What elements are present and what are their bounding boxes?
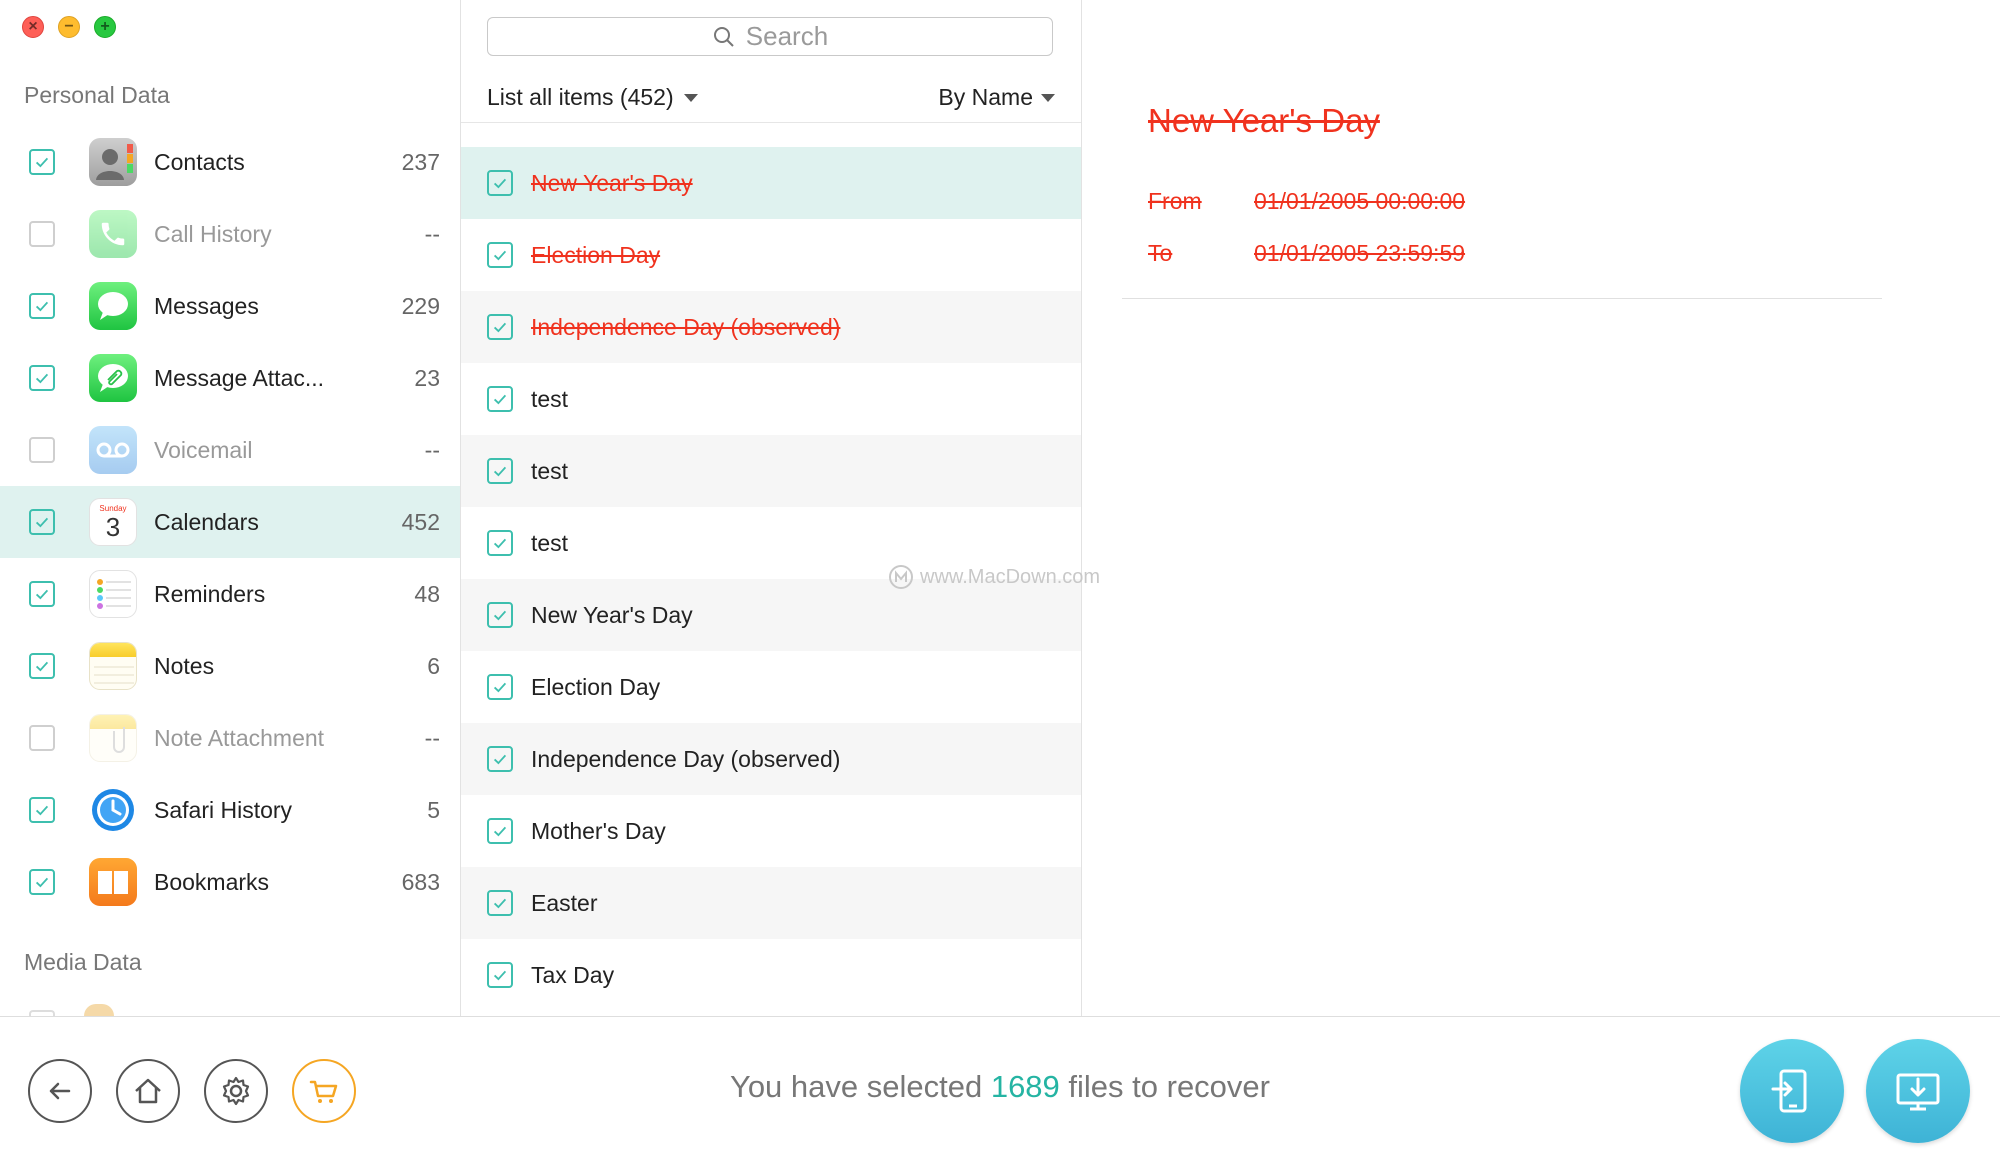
filter-label: List all items (452) [487, 84, 674, 110]
contacts-icon [89, 138, 137, 186]
recover-to-computer-button[interactable] [1866, 1039, 1970, 1143]
caret-down-icon [1041, 94, 1055, 102]
sidebar-item-label: Note Attachment [154, 724, 325, 751]
search-input[interactable] [487, 17, 1053, 56]
list-header [487, 84, 1055, 118]
list-item-label: test [531, 529, 569, 556]
checkbox[interactable] [29, 797, 55, 823]
from-label: From [1148, 188, 1202, 214]
sidebar-item-notes[interactable] [0, 630, 460, 702]
recover-to-computer-icon [1890, 1063, 1946, 1119]
list-item-label: Independence Day (observed) [531, 745, 841, 772]
checkbox[interactable] [487, 602, 513, 628]
phone-icon [89, 210, 137, 258]
checkbox[interactable] [487, 962, 513, 988]
list-item-label: New Year's Day [531, 601, 693, 628]
sidebar-item-count: -- [424, 220, 440, 247]
close-window-button[interactable] [22, 16, 44, 38]
sidebar-item-voicemail[interactable] [0, 414, 460, 486]
calendar-day: 3 [105, 511, 121, 542]
checkbox[interactable] [487, 242, 513, 268]
list-item[interactable] [461, 723, 1081, 795]
list-item-label: Mother's Day [531, 817, 666, 844]
sidebar-item-label: Contacts [154, 148, 245, 175]
checkbox[interactable] [487, 530, 513, 556]
watermark-logo-icon [888, 564, 914, 590]
safari-history-icon [89, 786, 137, 834]
to-value: 01/01/2005 23:59:59 [1254, 240, 1466, 266]
sidebar-item-count: 23 [414, 364, 440, 391]
sidebar-item-label: Bookmarks [154, 868, 270, 895]
sidebar-item-reminders[interactable] [0, 558, 460, 630]
list-item[interactable] [461, 219, 1081, 291]
list-item[interactable] [461, 795, 1081, 867]
status-suffix: files to recover [1059, 1069, 1270, 1104]
sidebar-item-calendars[interactable] [0, 486, 460, 558]
sidebar-item-count: 229 [401, 292, 440, 319]
event-to-row [1148, 240, 1465, 267]
sidebar-item-count: -- [424, 724, 440, 751]
list-item-label: Election Day [531, 673, 661, 700]
close-icon: × [28, 18, 38, 35]
sidebar-item-message-attachments[interactable] [0, 342, 460, 414]
minimize-window-button[interactable] [58, 16, 80, 38]
sort-dropdown[interactable] [938, 84, 1055, 111]
sort-label: By Name [938, 84, 1033, 110]
notes-icon [89, 642, 137, 690]
checkbox[interactable] [487, 170, 513, 196]
checkbox[interactable] [29, 221, 55, 247]
list-item[interactable] [461, 363, 1081, 435]
event-title: New Year's Day [1148, 102, 1380, 139]
checkbox[interactable] [29, 581, 55, 607]
checkbox[interactable] [29, 293, 55, 319]
checkbox[interactable] [29, 509, 55, 535]
sidebar-item-count: 48 [414, 580, 440, 607]
footer [0, 1016, 2000, 1161]
checkbox[interactable] [29, 869, 55, 895]
checkbox[interactable] [487, 314, 513, 340]
checkbox[interactable] [487, 458, 513, 484]
list-item[interactable] [461, 939, 1081, 1011]
to-label: To [1148, 240, 1173, 266]
sidebar-item-label: Safari History [154, 796, 293, 823]
search-icon [712, 25, 736, 49]
window-controls [22, 16, 116, 38]
minimize-icon: − [64, 18, 74, 35]
sidebar-item-label: Message Attac... [154, 364, 325, 391]
calendar-weekday: Sunday [99, 503, 127, 513]
list-item[interactable] [461, 651, 1081, 723]
list-item-label: test [531, 457, 569, 484]
list-item-label: test [531, 385, 569, 412]
caret-down-icon [684, 94, 698, 102]
sidebar-item-count: 5 [427, 796, 440, 823]
sidebar-item-label: Call History [154, 220, 272, 247]
checkbox[interactable] [29, 149, 55, 175]
sidebar-item-call-history[interactable] [0, 198, 460, 270]
checkbox[interactable] [487, 386, 513, 412]
list-item-label: Independence Day (observed) [531, 313, 841, 340]
message-attachment-icon [89, 354, 137, 402]
list-item[interactable] [461, 147, 1081, 219]
checkbox[interactable] [29, 365, 55, 391]
checkbox[interactable] [29, 725, 55, 751]
note-attachment-icon [89, 714, 137, 762]
list-item[interactable] [461, 291, 1081, 363]
recover-to-device-button[interactable] [1740, 1039, 1844, 1143]
sidebar-item-count: 683 [401, 868, 440, 895]
sidebar-item-count: 237 [401, 148, 440, 175]
list-item-label: Tax Day [531, 961, 615, 988]
from-value: 01/01/2005 00:00:00 [1254, 188, 1466, 214]
voicemail-icon [89, 426, 137, 474]
maximize-icon: + [100, 18, 110, 35]
sidebar-item-safari-history[interactable] [0, 774, 460, 846]
sidebar-item-label: Reminders [154, 580, 266, 607]
messages-icon [89, 282, 137, 330]
sidebar-item-label: Messages [154, 292, 259, 319]
sidebar-item-count: 6 [427, 652, 440, 679]
detail-panel [1082, 0, 2000, 1016]
list-item[interactable] [461, 435, 1081, 507]
sidebar [0, 0, 461, 1016]
list-item[interactable] [461, 867, 1081, 939]
selected-count: 1689 [990, 1069, 1060, 1104]
sidebar-item-contacts[interactable] [0, 126, 460, 198]
watermark-text: www.MacDown.com [920, 565, 1101, 588]
sidebar-item-count: -- [424, 436, 440, 463]
divider [1122, 298, 1882, 299]
section-title-media-data: Media Data [24, 949, 142, 975]
sidebar-item-note-attachment[interactable] [0, 702, 460, 774]
sidebar-item-bookmarks[interactable] [0, 846, 460, 918]
photos-icon [84, 1004, 114, 1016]
sidebar-item-messages[interactable] [0, 270, 460, 342]
status-prefix: You have selected [729, 1069, 991, 1104]
list-item-label: New Year's Day [531, 169, 693, 196]
list-item-label: Easter [531, 889, 598, 916]
checkbox[interactable] [487, 890, 513, 916]
list-item-label: Election Day [531, 241, 661, 268]
selection-status [0, 1069, 2000, 1105]
item-list-panel [461, 0, 1082, 1016]
maximize-window-button[interactable] [94, 16, 116, 38]
filter-dropdown[interactable] [487, 84, 698, 111]
sidebar-item-label: Calendars [154, 508, 259, 535]
recover-to-device-icon [1764, 1063, 1820, 1119]
checkbox[interactable] [487, 818, 513, 844]
reminders-icon [89, 570, 137, 618]
search-placeholder: Search [745, 21, 829, 51]
section-title-personal-data: Personal Data [24, 82, 170, 108]
sidebar-item-label: Notes [154, 652, 215, 679]
watermark [888, 564, 1100, 590]
sidebar-item-count: 452 [401, 508, 440, 535]
event-from-row [1148, 188, 1465, 215]
sidebar-item-label: Voicemail [154, 436, 253, 463]
bookmarks-icon [89, 858, 137, 906]
checkbox[interactable] [29, 653, 55, 679]
checkbox[interactable] [29, 437, 55, 463]
checkbox[interactable] [487, 746, 513, 772]
calendar-icon [89, 498, 137, 546]
checkbox[interactable] [487, 674, 513, 700]
